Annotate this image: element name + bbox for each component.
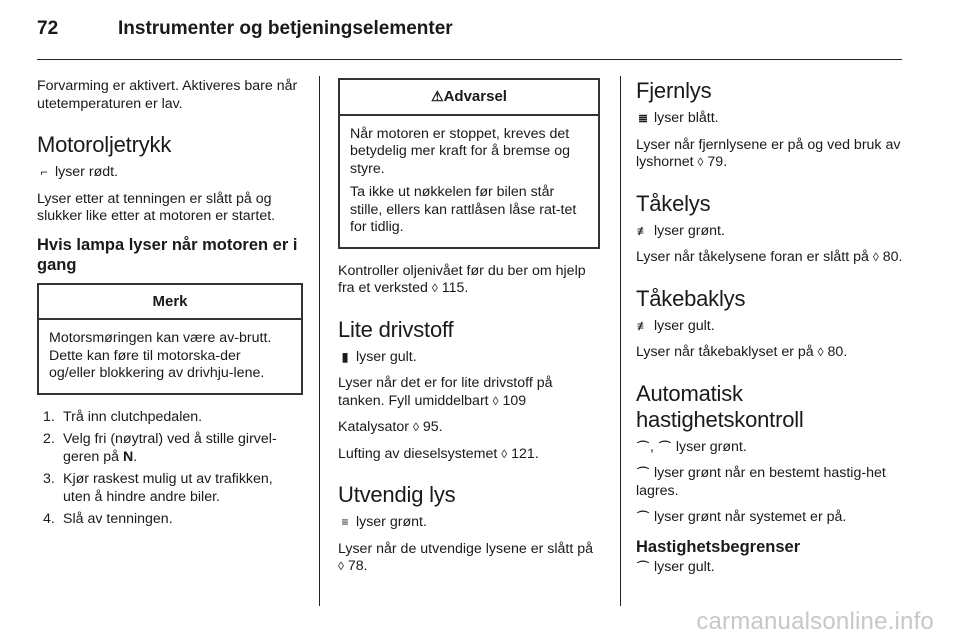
- high-beam-description: Lyser når fjernlysene er på og ved bruk av lyshornet ◊ 79.: [636, 136, 901, 170]
- section-heading-fog-lights: Tåkelys: [636, 190, 711, 216]
- list-item: 3. Kjør raskest mulig ut av trafikken, uten å hindre andre biler.: [43, 471, 273, 505]
- oil-pressure-icon: ⌐: [40, 165, 48, 179]
- xref-icon: ◊: [817, 345, 824, 359]
- oil-indicator-line: ⌐ lyser rødt.: [37, 164, 303, 182]
- cruise-description: ⌒ lyser grønt når systemet er på.: [636, 509, 847, 525]
- section-heading-rear-fog: Tåkebaklys: [636, 285, 746, 311]
- fog-description: Lyser når tåkelysene foran er slått på ◊ 80.: [636, 249, 903, 265]
- xref-icon: ◊: [697, 155, 704, 169]
- speed-limiter-icon: ⌒: [636, 559, 649, 574]
- subheading-lamp-running: Hvis lampa lyser når motoren er i gang: [37, 235, 298, 274]
- cruise-description: ⌒ lyser grønt når en bestemt hastig-het lagres.: [636, 465, 886, 499]
- section-heading-fuel: Lite drivstoff: [338, 316, 454, 342]
- fuel-description: Lyser når det er for lite drivstoff på tanken. Fyll umiddelbart ◊ 109: [338, 375, 553, 409]
- rear-fog-description: Lyser når tåkebaklyset er på ◊ 80.: [636, 344, 848, 360]
- intro-text: Forvarming er aktivert. Aktiveres bare når utetemperaturen er lav.: [37, 78, 298, 112]
- rear-fog-icon: ≢: [637, 318, 649, 333]
- list-item: 2. Velg fri (nøytral) ved å stille girvel-geren på N.: [43, 431, 277, 465]
- warning-icon: ⚠: [431, 88, 444, 104]
- header-divider: [37, 59, 902, 60]
- rear-fog-indicator-line: ≢ lyser gult.: [637, 317, 715, 334]
- warning-text: Når motoren er stoppet, kreves det betydelig mer kraft for å bremse og styre.: [350, 125, 571, 177]
- section-heading-cruise-control: Automatisk hastighetskontroll: [636, 380, 804, 432]
- page-number: 72: [37, 18, 59, 39]
- fuel-icon: ▮: [341, 349, 349, 364]
- fog-indicator-line: ≢ lyser grønt.: [637, 222, 725, 239]
- note-box: [37, 283, 303, 395]
- exterior-indicator-line: ≡ lyser grønt.: [338, 514, 600, 532]
- cruise-control-icon: ⌒: [636, 439, 649, 454]
- exterior-description: Lyser når de utvendige lysene er slått på ◊ 78.: [338, 540, 594, 574]
- lufting-ref: Lufting av dieselsystemet ◊ 121.: [338, 445, 539, 462]
- column-3: [636, 78, 904, 585]
- warning-text: Ta ikke ut nøkkelen før bilen står stille, ellers kan rattlåsen låse rat-tet for tidlig.: [350, 184, 577, 235]
- cruise-control-icon: ⌒: [636, 466, 649, 480]
- list-item: 4. Slå av tenningen.: [43, 511, 173, 527]
- list-item: 1. Trå inn clutchpedalen.: [43, 408, 203, 425]
- note-title: Merk: [39, 285, 301, 321]
- high-beam-indicator-line: ≣ lyser blått.: [637, 110, 719, 126]
- xref-icon: ◊: [431, 281, 438, 295]
- section-heading-oil-pressure: Motoroljetrykk: [37, 132, 172, 157]
- column-1: [37, 78, 303, 534]
- katalysator-ref: Katalysator ◊ 95.: [338, 419, 443, 435]
- page-title: Instrumenter og betjeningselementer: [118, 18, 453, 39]
- subheading-speed-limiter: Hastighetsbegrenser: [636, 537, 801, 556]
- xref-icon: ◊: [492, 393, 499, 408]
- section-heading-exterior-lights: Utvendig lys: [338, 482, 456, 507]
- xref-icon: ◊: [501, 446, 508, 461]
- cruise-indicator-line: ⌒, ⌒ lyser grønt.: [636, 438, 747, 455]
- column-divider: [620, 76, 621, 606]
- note-text: Motorsmøringen kan være av-brutt. Dette kan føre til motorska-der og/eller blokkering av drivhju-lene.: [49, 330, 272, 381]
- fuel-indicator-line: ▮ lyser gult.: [338, 349, 600, 367]
- xref-icon: ◊: [338, 559, 344, 573]
- watermark: carmanualsonline.info: [696, 608, 934, 635]
- cruise-control-icon: ⌒: [658, 439, 671, 454]
- exterior-light-icon: ≡: [341, 515, 349, 529]
- high-beam-icon: ≣: [637, 111, 649, 125]
- front-fog-icon: ≢: [637, 223, 649, 238]
- column-divider: [319, 76, 320, 606]
- oil-description: Lyser etter at tenningen er slått på og slukker like etter at motoren er startet.: [37, 190, 276, 224]
- warning-box: [338, 78, 600, 249]
- section-heading-high-beam: Fjernlys: [636, 78, 712, 103]
- warning-title: ⚠Advarsel: [340, 80, 598, 116]
- limiter-indicator-line: ⌒ lyser gult.: [636, 558, 715, 575]
- xref-icon: ◊: [412, 420, 419, 434]
- cruise-control-icon: ⌒: [636, 510, 649, 524]
- xref-icon: ◊: [872, 250, 879, 264]
- column-2: [338, 78, 600, 585]
- check-oil-text: Kontroller oljenivået før du ber om hjelp fra et verksted ◊ 115.: [338, 262, 586, 296]
- steps-list: [37, 409, 303, 529]
